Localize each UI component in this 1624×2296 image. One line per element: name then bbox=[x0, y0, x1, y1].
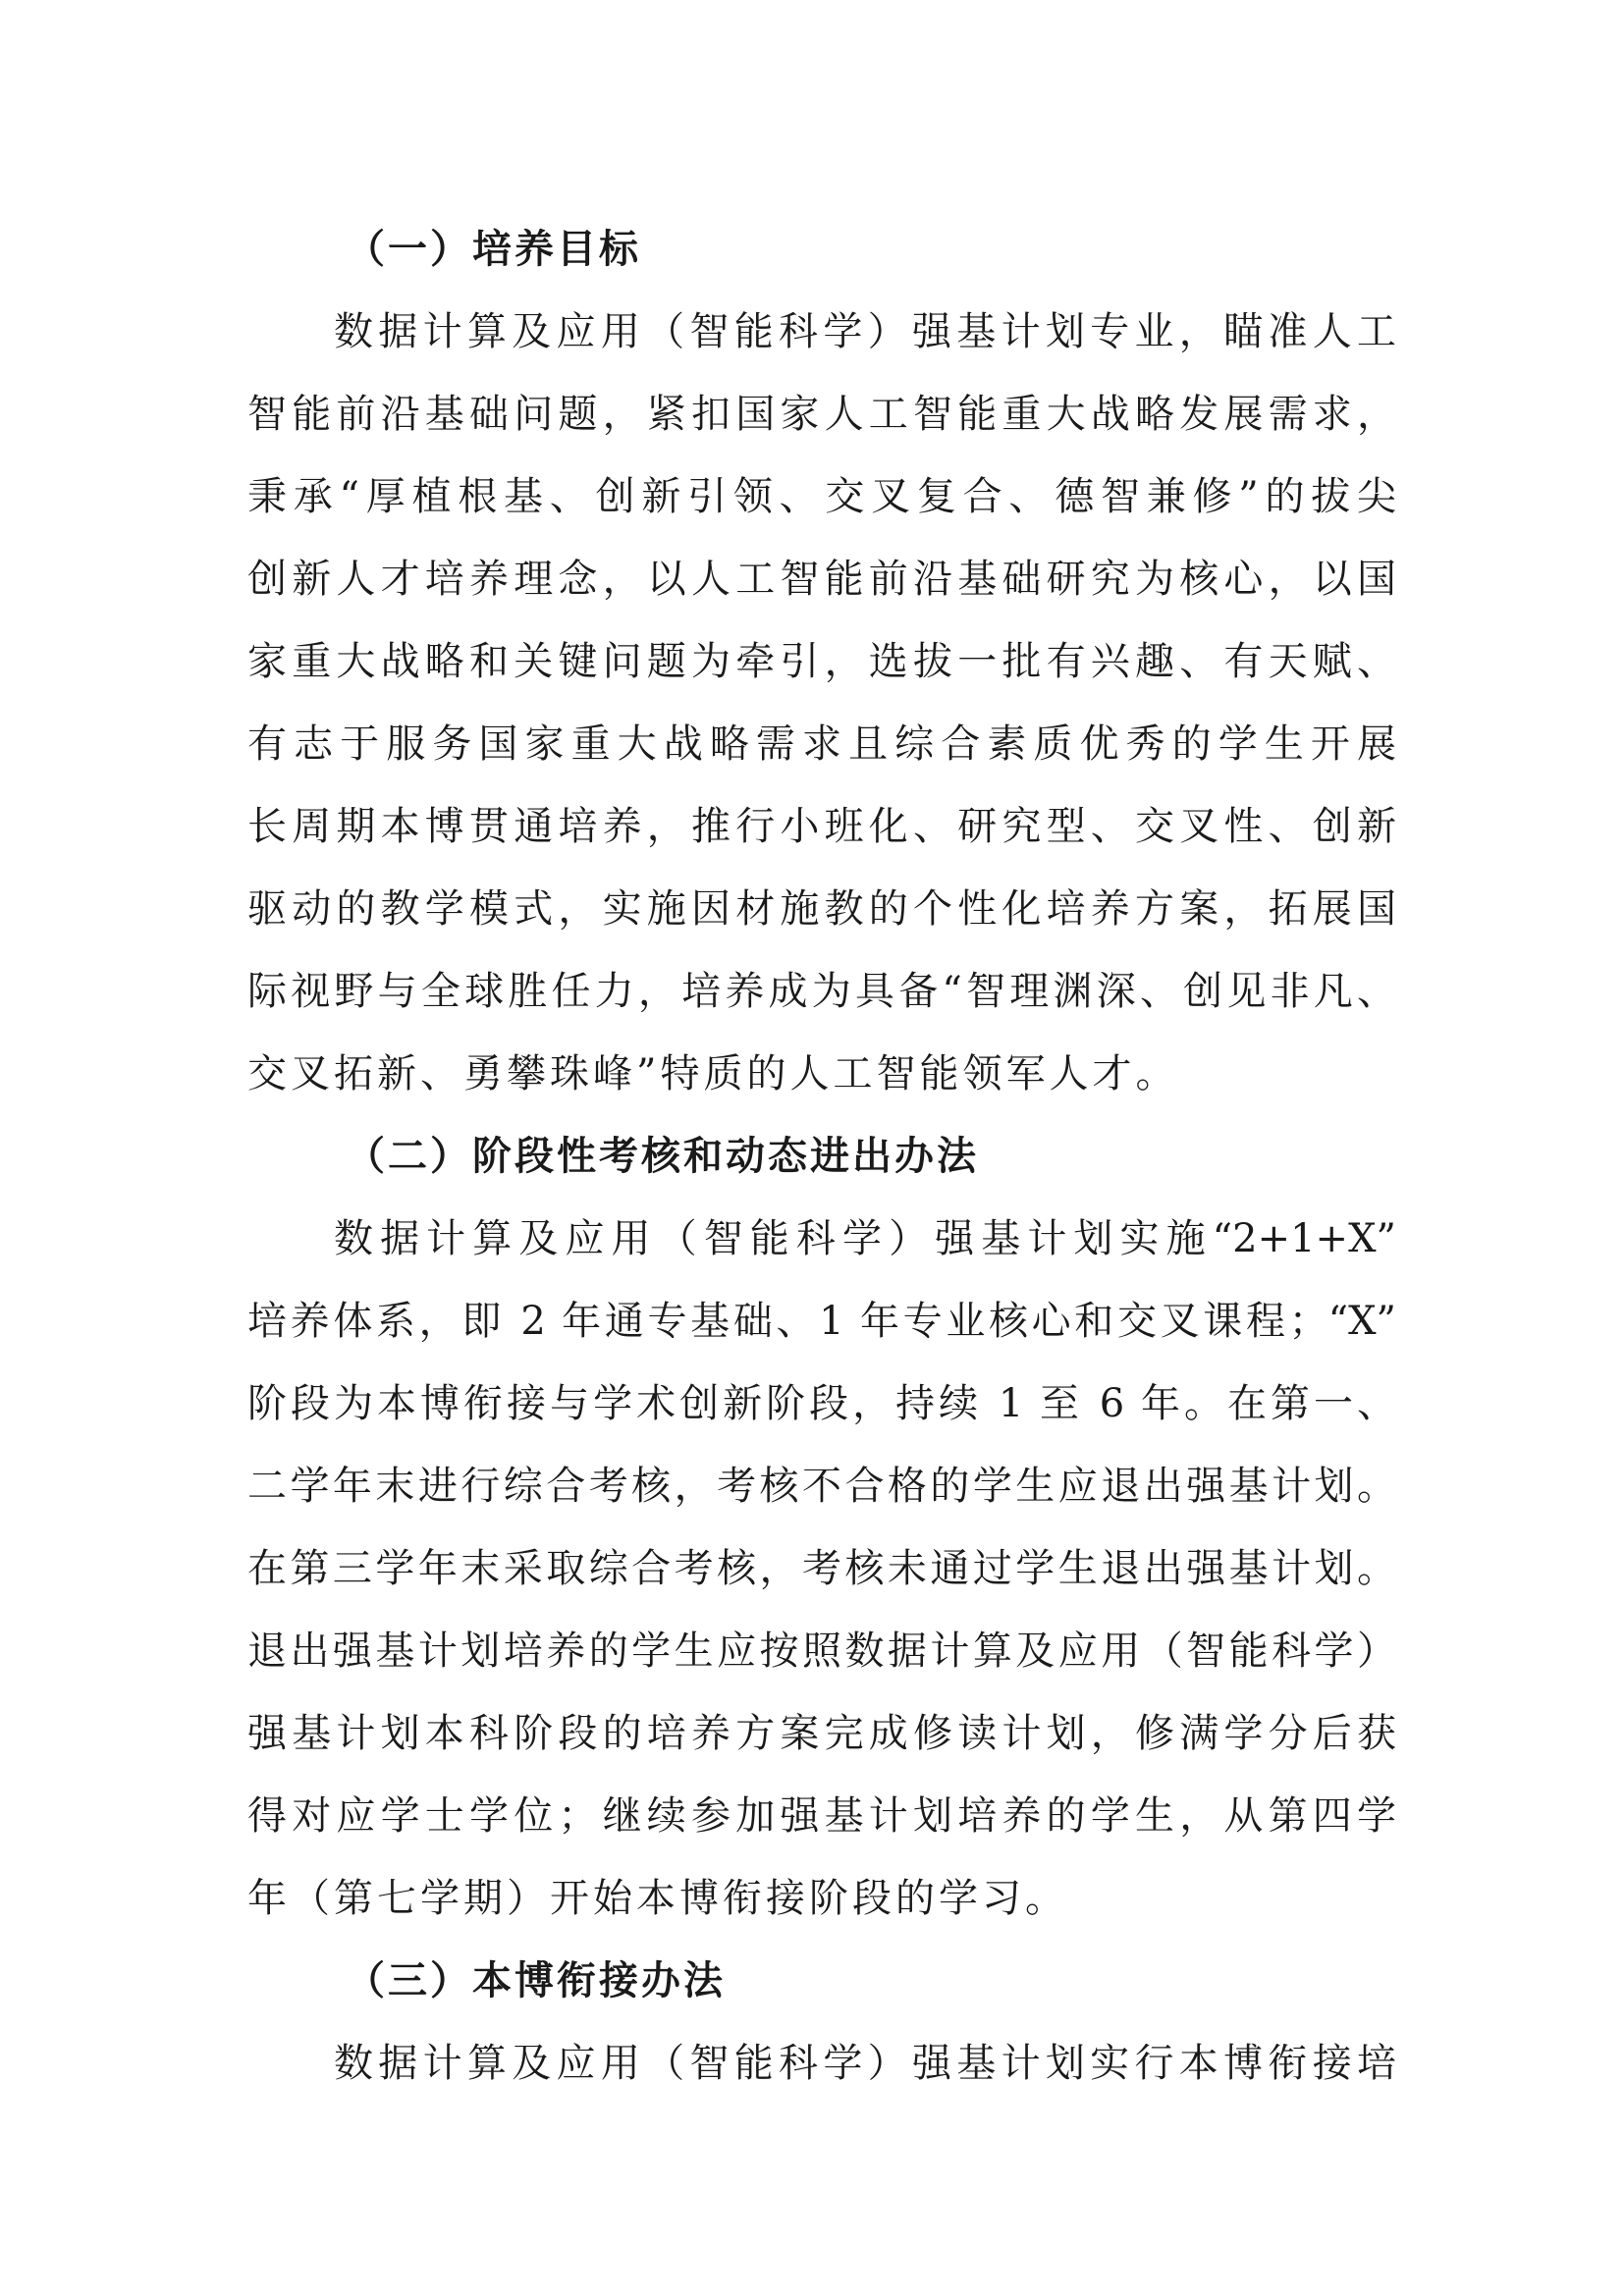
section-heading-assessment: （二）阶段性考核和动态进出办法 bbox=[346, 1134, 979, 1179]
paragraph-line: 数据计算及应用（智能科学）强基计划实行本博衔接培 bbox=[334, 2041, 1396, 2086]
section-heading-bachelor-doctoral-bridging: （三）本博衔接办法 bbox=[346, 1958, 726, 2003]
paragraph-line: 交叉拓新、勇攀珠峰”特质的人工智能领军人才。 bbox=[247, 1051, 1179, 1096]
paragraph-line: 强基计划本科阶段的培养方案完成修读计划，修满学分后获 bbox=[247, 1711, 1396, 1756]
paragraph-line: 智能前沿基础问题，紧扣国家人工智能重大战略发展需求， bbox=[247, 392, 1396, 437]
section-heading-training-goals: （一）培养目标 bbox=[346, 227, 641, 272]
paragraph-line: 家重大战略和关键问题为牵引，选拔一批有兴趣、有天赋、 bbox=[247, 639, 1396, 684]
paragraph-line: 在第三学年末采取综合考核，考核未通过学生退出强基计划。 bbox=[247, 1546, 1396, 1591]
paragraph-line: 数据计算及应用（智能科学）强基计划实施“2+1+X” bbox=[334, 1216, 1396, 1261]
paragraph-line: 际视野与全球胜任力，培养成为具备“智理渊深、创见非凡、 bbox=[247, 969, 1396, 1014]
paragraph-line: 培养体系，即 2 年通专基础、1 年专业核心和交叉课程；“X” bbox=[247, 1299, 1396, 1344]
paragraph-line: 有志于服务国家重大战略需求且综合素质优秀的学生开展 bbox=[247, 721, 1396, 767]
paragraph-line: 二学年末进行综合考核，考核不合格的学生应退出强基计划。 bbox=[247, 1464, 1396, 1509]
paragraph-line: 创新人才培养理念，以人工智能前沿基础研究为核心，以国 bbox=[247, 557, 1396, 602]
paragraph-line: 退出强基计划培养的学生应按照数据计算及应用（智能科学） bbox=[247, 1629, 1396, 1674]
paragraph-line: 得对应学士学位；继续参加强基计划培养的学生，从第四学 bbox=[247, 1793, 1396, 1839]
paragraph-line: 数据计算及应用（智能科学）强基计划专业，瞄准人工 bbox=[334, 309, 1396, 354]
paragraph-line: 秉承“厚植根基、创新引领、交叉复合、德智兼修”的拔尖 bbox=[247, 474, 1396, 519]
paragraph-line: 长周期本博贯通培养，推行小班化、研究型、交叉性、创新 bbox=[247, 804, 1396, 849]
document-body bbox=[247, 208, 1396, 2105]
paragraph-line: 阶段为本博衔接与学术创新阶段，持续 1 至 6 年。在第一、 bbox=[247, 1381, 1396, 1426]
paragraph-line: 年（第七学期）开始本博衔接阶段的学习。 bbox=[247, 1876, 1068, 1921]
paragraph-line: 驱动的教学模式，实施因材施教的个性化培养方案，拓展国 bbox=[247, 886, 1396, 932]
